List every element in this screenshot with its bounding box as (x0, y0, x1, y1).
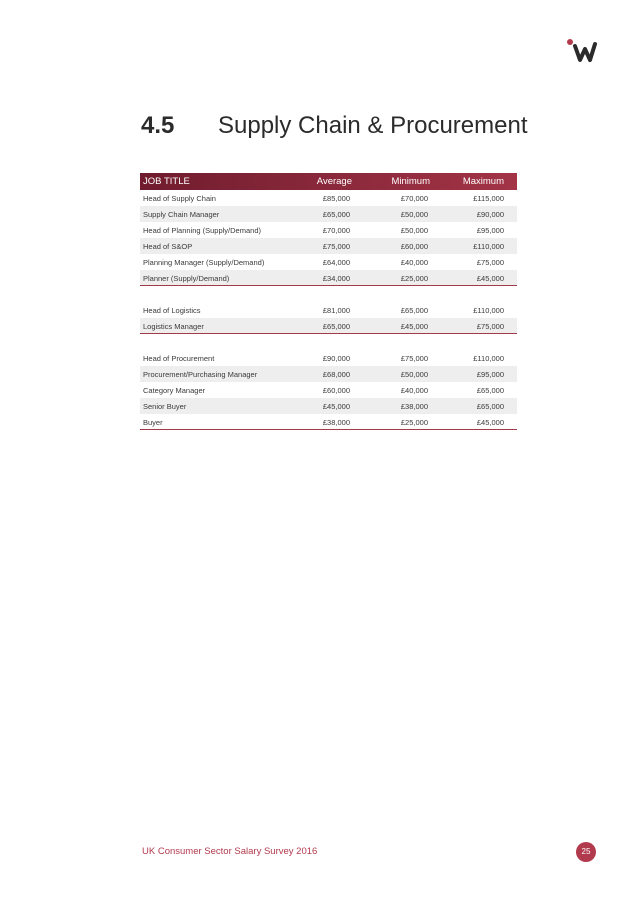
maximum-cell: £75,000 (476, 258, 504, 267)
average-cell: £75,000 (322, 242, 350, 251)
table-row (140, 222, 517, 238)
average-cell: £70,000 (322, 226, 350, 235)
maximum-cell: £75,000 (476, 322, 504, 331)
maximum-cell: £110,000 (473, 242, 504, 251)
table-row (140, 254, 517, 270)
job-title-cell: Head of Planning (Supply/Demand) (143, 226, 261, 235)
table-row (140, 414, 517, 430)
page-number: 25 (576, 842, 596, 862)
average-cell: £60,000 (322, 386, 350, 395)
table-header (140, 173, 517, 190)
average-cell: £38,000 (322, 418, 350, 427)
average-cell: £34,000 (322, 274, 350, 283)
average-cell: £81,000 (322, 306, 350, 315)
job-title-cell: Planning Manager (Supply/Demand) (143, 258, 265, 267)
minimum-cell: £38,000 (400, 402, 428, 411)
average-cell: £85,000 (322, 194, 350, 203)
header-average: Average (316, 176, 352, 187)
minimum-cell: £50,000 (400, 370, 428, 379)
minimum-cell: £50,000 (400, 226, 428, 235)
table-row (140, 398, 517, 414)
salary-table (140, 173, 517, 430)
minimum-cell: £50,000 (400, 210, 428, 219)
table-body (140, 190, 517, 430)
section-title: Supply Chain & Procurement (218, 112, 528, 139)
table-row (140, 206, 517, 222)
table-row (140, 366, 517, 382)
table-row (140, 318, 517, 334)
group-spacer (140, 334, 517, 350)
maximum-cell: £90,000 (476, 210, 504, 219)
header-maximum: Maximum (462, 176, 504, 187)
average-cell: £65,000 (322, 210, 350, 219)
maximum-cell: £65,000 (476, 402, 504, 411)
table-row (140, 190, 517, 206)
job-title-cell: Category Manager (143, 386, 206, 395)
minimum-cell: £75,000 (400, 354, 428, 363)
average-cell: £90,000 (322, 354, 350, 363)
average-cell: £64,000 (322, 258, 350, 267)
minimum-cell: £40,000 (400, 386, 428, 395)
maximum-cell: £95,000 (476, 370, 504, 379)
job-title-cell: Head of Supply Chain (143, 194, 216, 203)
w-dot-logo-icon (566, 38, 600, 66)
job-title-cell: Head of Logistics (143, 306, 201, 315)
job-title-cell: Planner (Supply/Demand) (143, 274, 230, 283)
table-row (140, 350, 517, 366)
maximum-cell: £110,000 (473, 354, 504, 363)
maximum-cell: £95,000 (476, 226, 504, 235)
minimum-cell: £40,000 (400, 258, 428, 267)
maximum-cell: £110,000 (473, 306, 504, 315)
section-number: 4.5 (141, 112, 175, 139)
minimum-cell: £25,000 (400, 274, 428, 283)
average-cell: £65,000 (322, 322, 350, 331)
header-job-title: JOB TITLE (143, 176, 190, 187)
job-title-cell: Head of Procurement (143, 354, 215, 363)
average-cell: £45,000 (322, 402, 350, 411)
minimum-cell: £25,000 (400, 418, 428, 427)
job-title-cell: Procurement/Purchasing Manager (143, 370, 258, 379)
job-title-cell: Supply Chain Manager (143, 210, 220, 219)
job-title-cell: Senior Buyer (143, 402, 187, 411)
table-row (140, 382, 517, 398)
maximum-cell: £45,000 (476, 418, 504, 427)
job-title-cell: Logistics Manager (143, 322, 204, 331)
group-spacer (140, 286, 517, 302)
job-title-cell: Head of S&OP (143, 242, 193, 251)
maximum-cell: £45,000 (476, 274, 504, 283)
maximum-cell: £115,000 (473, 194, 504, 203)
table-row (140, 270, 517, 286)
table-row (140, 302, 517, 318)
job-title-cell: Buyer (143, 418, 163, 427)
footer-text: UK Consumer Sector Salary Survey 2016 (142, 846, 318, 857)
maximum-cell: £65,000 (476, 386, 504, 395)
table-row (140, 238, 517, 254)
average-cell: £68,000 (322, 370, 350, 379)
minimum-cell: £60,000 (400, 242, 428, 251)
minimum-cell: £65,000 (400, 306, 428, 315)
minimum-cell: £45,000 (400, 322, 428, 331)
minimum-cell: £70,000 (400, 194, 428, 203)
header-minimum: Minimum (391, 176, 430, 187)
